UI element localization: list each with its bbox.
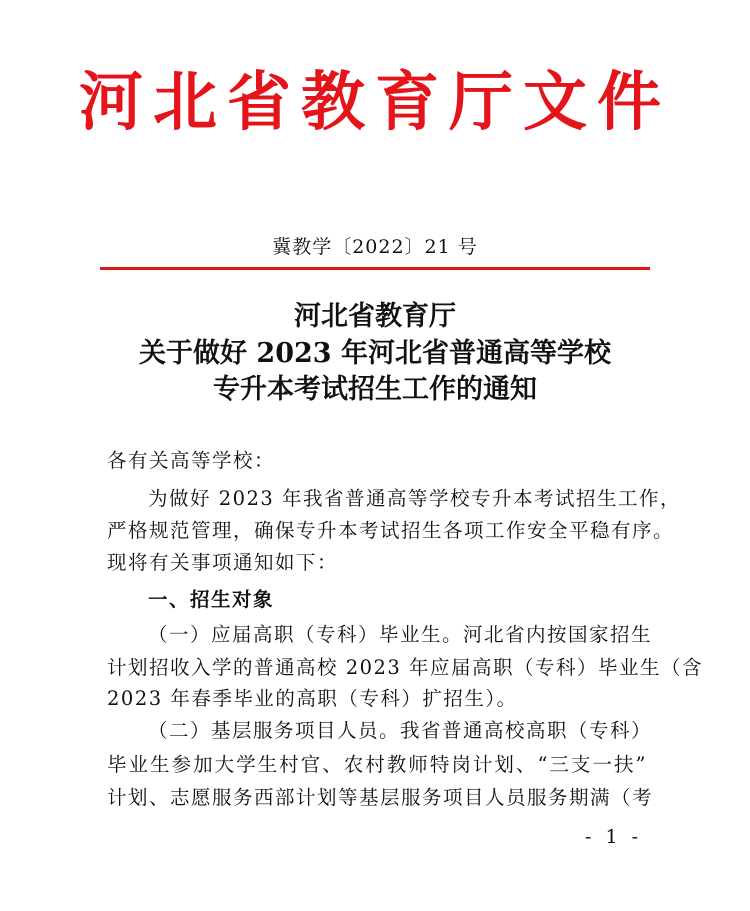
item2-line: 计划、志愿服务西部计划等基层服务项目人员服务期满（考 (107, 786, 654, 809)
notice-title-line-1: 河北省教育厅 (294, 301, 456, 332)
document-number: 冀教学〔2022〕21 号 (272, 236, 478, 258)
document-header-title: 河北省教育厅文件 (79, 65, 671, 140)
notice-title-line-2: 关于做好 2023 年河北省普通高等学校 (139, 338, 611, 369)
salutation: 各有关高等学校： (107, 449, 276, 472)
intro-paragraph-line: 严格规范管理，确保专升本考试招生各项工作安全平稳有序。 (107, 519, 675, 542)
intro-paragraph-line: 为做好 2023 年我省普通高等学校专升本考试招生工作， (148, 487, 682, 510)
section-heading: 一、招生对象 (148, 588, 275, 611)
item1-line: （一）应届高职（专科）毕业生。河北省内按国家招生 (148, 623, 653, 646)
item2-line: 毕业生参加大学生村官、农村教师特岗计划、“三支一扶” (107, 753, 647, 776)
intro-paragraph-line: 现将有关事项通知如下： (107, 551, 339, 574)
item1-line: 计划招收入学的普通高校 2023 年应届高职（专科）毕业生（含 (107, 656, 704, 679)
item2-line: （二）基层服务项目人员。我省普通高校高职（专科） (148, 719, 653, 742)
notice-title-line-3: 专升本考试招生工作的通知 (213, 374, 537, 405)
item1-line: 2023 年春季毕业的高职（专科）扩招生）。 (107, 687, 518, 710)
red-divider-line (100, 267, 650, 270)
page-number: - 1 - (585, 826, 643, 848)
